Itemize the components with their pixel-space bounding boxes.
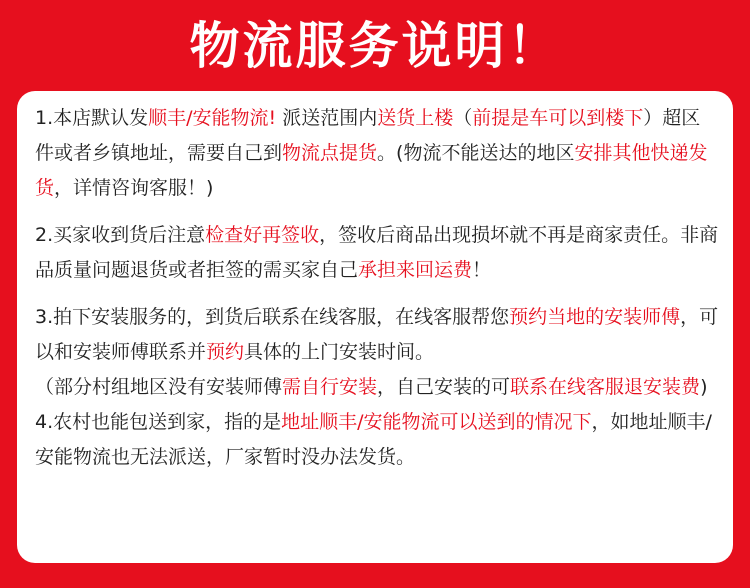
body-text: ，签收后商品出现损坏就不再是商家责任。非商品质量问题退货或者拒签的需买家自己 xyxy=(35,224,719,281)
body-text: 2.买家收到货后注意 xyxy=(35,224,206,246)
body-text: 派送范围内 xyxy=(276,107,378,129)
body-text: 。(物流不能送达的地区 xyxy=(377,142,575,164)
highlight-text: 地址顺丰/安能物流可以送到的情况下 xyxy=(281,411,592,433)
paragraph-installation xyxy=(35,300,719,370)
highlight-text: 顺丰/安能物流! xyxy=(148,107,277,129)
body-text: 具体的上门安装时间。 xyxy=(244,341,435,363)
highlight-text: 前提是车可以到楼下 xyxy=(472,107,644,129)
body-text: （ xyxy=(453,107,473,129)
body-text: （部分村组地区没有安装师傅 xyxy=(35,376,283,398)
info-card xyxy=(17,91,733,563)
body-text: ！ xyxy=(472,259,492,281)
highlight-text: 承担来回运费 xyxy=(358,259,473,281)
paragraph-shipping xyxy=(35,101,719,206)
highlight-text: 安排其他快递发货 xyxy=(35,142,708,199)
body-text: ，自己安装的可 xyxy=(377,376,511,398)
body-text: ，如地址顺丰/安能物流也无法派送，厂家暂时没办法发货。 xyxy=(35,411,712,468)
highlight-text: 检查好再签收 xyxy=(205,224,320,246)
highlight-text: 预约当地的安装师傅 xyxy=(509,306,681,328)
body-text: 3.拍下安装服务的，到货后联系在线客服，在线客服帮您 xyxy=(35,306,510,328)
highlight-text: 联系在线客服退安装费 xyxy=(510,376,701,398)
paragraph-rural-delivery xyxy=(35,405,719,475)
paragraph-inspection xyxy=(35,218,719,288)
page-title: 物流服务说明！ xyxy=(189,17,561,75)
body-text: 1.本店默认发 xyxy=(35,107,149,129)
body-text: 4.农村也能包送到家，指的是 xyxy=(35,411,282,433)
body-text: ，详情咨询客服！) xyxy=(54,177,214,199)
highlight-text: 物流点提货 xyxy=(282,142,378,164)
body-text: ，可以和安装师傅联系并 xyxy=(35,306,719,363)
body-text: ) xyxy=(700,376,708,398)
highlight-text: 送货上楼 xyxy=(377,107,454,129)
highlight-text: 需自行安装 xyxy=(282,376,378,398)
body-text: ）超区件或者乡镇地址，需要自己到 xyxy=(35,107,701,164)
highlight-text: 预约 xyxy=(206,341,245,363)
paragraph-installation-note xyxy=(35,370,719,405)
